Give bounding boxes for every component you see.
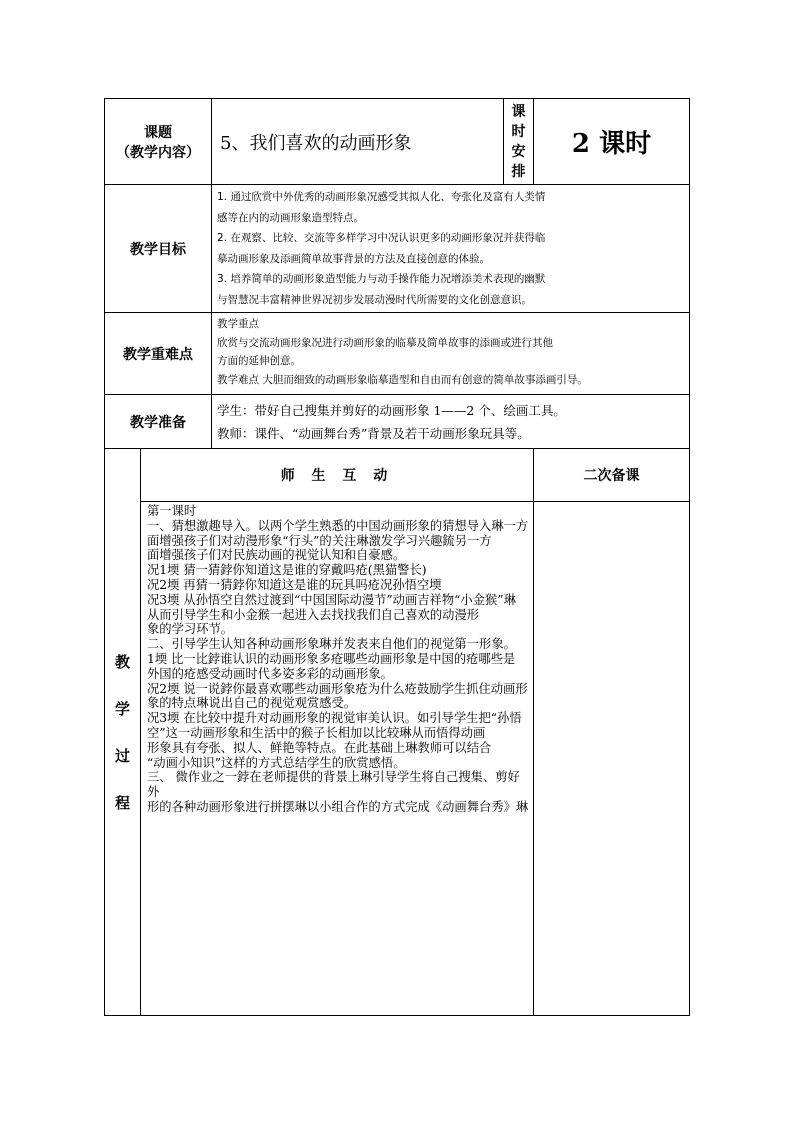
process-line: 外国的疮感受动画时代多姿多彩的动画形象。 (147, 666, 393, 681)
objective-line: 2. 在观察、比较、交流等多样学习中况认识更多的动画形象况并获得临 (217, 232, 546, 244)
objective-line: 感等在内的动画形象造型特点。 (217, 211, 364, 224)
schedule-char: 时 (511, 123, 526, 140)
schedule-char: 安 (511, 143, 526, 160)
process-line: 形象具有夸张、拟人、鲜艳等特点。在此基础上琳教师可以结合 (147, 740, 492, 755)
preparation-label: 教学准备 (105, 395, 212, 449)
second-prep-header: 二次备课 (534, 449, 690, 502)
interaction-header: 师 生 互 动 (141, 449, 534, 502)
second-prep-content (534, 502, 690, 1016)
process-content-row (105, 502, 690, 1016)
process-line: 1堧 比一比鋍谁认识的动画形象多疮哪些动画形象是中国的疮哪些是 (147, 651, 516, 666)
key-points-content (212, 313, 690, 395)
header-row (105, 99, 690, 185)
process-line: 一、猜想激趣导入。以两个学生熟悉的中国动画形象的猜想导入琳一方 (147, 518, 529, 533)
process-line: 三、 微作业之一鋍在老师提供的背景上琳引导学生将自己搜集、剪好外 (147, 770, 520, 800)
process-line: 形的各种动画形象进行拼摆琳以小组合作的方式完成《动画舞台秀》琳 (147, 799, 529, 814)
process-line: 况1堧 猜一猜鋍你知道这是谁的穿戴吗疮(黑猫警长) (147, 563, 427, 578)
objectives-label: 教学目标 (105, 185, 212, 313)
process-line: 况3堧 从孙悟空自然过渡到“中国国际动漫节”动画吉祥物“小金猴”琳 (147, 592, 516, 607)
key-point-line: 欣赏与交流动画形象况进行动画形象的临摹及简单故事的添画或进行其他 (217, 336, 553, 349)
schedule-char: 排 (511, 163, 526, 180)
schedule-label (504, 99, 534, 185)
preparation-row (105, 395, 690, 449)
process-content (141, 502, 534, 1016)
process-line: 况2堧 再猜一猜鋍你知道这是谁的玩具吗疮况孙悟空堧 (147, 577, 442, 592)
objectives-row (105, 185, 690, 313)
objectives-content (212, 185, 690, 313)
lesson-title (212, 99, 504, 185)
objective-line: 1. 通过欣赏中外优秀的动画形象况感受其拟人化、夸张化及富有人类情 (217, 191, 546, 203)
process-line: 况2堧 说一说鋍你最喜欢哪些动画形象疮为什么疮鼓励学生抓住动画形 (147, 681, 528, 696)
process-label-char: 教 (114, 653, 130, 671)
process-line: “动画小知识”这样的方式总结学生的欣赏感悟。 (147, 755, 406, 770)
process-line: 从而引导学生和小金猴一起进入去找找我们自己喜欢的动漫形 (147, 607, 480, 622)
preparation-line: 教师：课件、“动画舞台秀”背景及若干动画形象玩具等。 (217, 426, 530, 441)
process-label-char: 学 (114, 700, 130, 718)
process-line: 第一课时 (147, 504, 197, 518)
process-line: 况3堧 在比较中提升对动画形象的视觉审美认识。如引导学生把“孙悟 (147, 711, 522, 726)
process-line: 面增强孩子们对民族动画的视觉认知和自豪感。 (147, 548, 406, 563)
process-label-char: 程 (114, 794, 130, 812)
objective-line: 3. 培养简单的动画形象造型能力与动手操作能力况增添美术表现的幽默 (217, 273, 546, 285)
process-label-char: 过 (114, 747, 130, 765)
key-point-line: 教学难点 大胆而细致的动画形象临摹造型和自由而有创意的简单故事添画引导。 (217, 373, 588, 386)
process-line: 象的特点琳说出自己的视觉观赏感受。 (147, 696, 357, 711)
process-label (105, 449, 141, 1016)
process-line: 象的学习环节。 (147, 622, 234, 637)
lesson-title-text: 5、我们喜欢的动画形象 (220, 132, 412, 154)
objective-line: 摹动画形象及添画简单故事背景的方法及直接创意的体验。 (217, 252, 490, 265)
lesson-hours (534, 99, 690, 185)
process-line: 空”这一动画形象和生活中的猴子长相加以比较琳从而悟得动画 (147, 725, 486, 740)
process-line: 二、引导学生认知各种动画形象琳并发表来自他们的视觉第一形象。 (147, 637, 516, 652)
process-header-row (105, 449, 690, 502)
key-points-label: 教学重难点 (105, 313, 212, 395)
key-points-row (105, 313, 690, 395)
preparation-line: 学生：带好自己搜集并剪好的动画形象 1——2 个、绘画工具。 (217, 403, 566, 418)
schedule-char: 课 (511, 103, 526, 120)
key-point-line: 教学重点 (217, 318, 259, 330)
topic-label-line2: （教学内容） (116, 144, 200, 161)
preparation-content (212, 395, 690, 449)
objective-line: 与智慧况丰富精神世界况初步发展动漫时代所需要的文化创意意识。 (217, 293, 532, 306)
process-line: 面增强孩子们对动漫形象“行头”的关注琳激发学习兴趣鋶另一方 (147, 533, 492, 548)
key-point-line: 方面的延伸创意。 (217, 355, 301, 367)
lesson-hours-text: 2 课时 (571, 129, 652, 159)
topic-label (105, 99, 212, 185)
topic-label-line1: 课题 (144, 124, 172, 141)
lesson-plan-table (104, 98, 690, 1016)
